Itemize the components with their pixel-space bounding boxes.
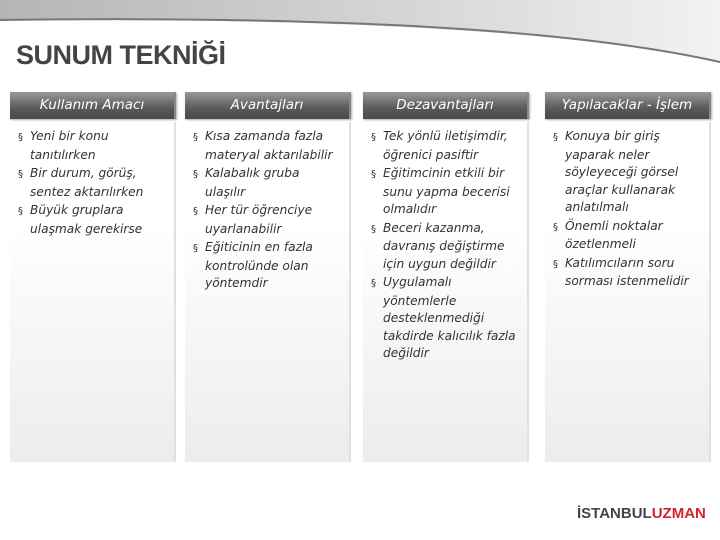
bullet-item: § Büyük gruplara ulaşmak gerekirse	[18, 202, 168, 238]
page-title: SUNUM TEKNİĞİ	[16, 40, 226, 70]
column-body	[10, 122, 176, 462]
column-2	[363, 92, 529, 472]
column-0	[10, 92, 176, 472]
column-body	[545, 122, 711, 462]
column-3	[545, 92, 711, 472]
column-body	[185, 122, 351, 462]
bullet-item: § Eğitimcinin etkili bir sunu yapma becerisi olmalıdır	[371, 165, 521, 219]
column-1	[185, 92, 351, 472]
column-header: Dezavantajları	[363, 92, 529, 119]
bullet-item: § Katılımcıların soru sorması istenmelidir	[553, 255, 703, 291]
bullet-item: § Her tür öğrenciye uyarlanabilir	[193, 202, 343, 238]
bullet-item: § Önemli noktalar özetlenmeli	[553, 218, 703, 254]
bullet-item: § Tek yönlü iletişimdir, öğrenici pasiftir	[371, 128, 521, 164]
bullet-item: § Uygulamalı yöntemlerle desteklenmediği takdirde kalıcılık fazla değildir	[371, 274, 521, 363]
bullet-item: § Bir durum, görüş, sentez aktarılırken	[18, 165, 168, 201]
column-header: Yapılacaklar - İşlem	[545, 92, 711, 119]
column-body	[363, 122, 529, 462]
bullet-item: § Yeni bir konu tanıtılırken	[18, 128, 168, 164]
bullet-item: § Konuya bir giriş yaparak neler söyleyeceği görsel araçlar kullanarak anlatılmalı	[553, 128, 703, 217]
bullet-item: § Kısa zamanda fazla materyal aktarılabilir	[193, 128, 343, 164]
column-header: Avantajları	[185, 92, 351, 119]
bullet-item: § Eğiticinin en fazla kontrolünde olan yöntemdir	[193, 239, 343, 293]
bullet-item: § Kalabalık gruba ulaşılır	[193, 165, 343, 201]
logo-part2: UZMAN	[651, 505, 706, 522]
logo-part1: İSTANBUL	[577, 505, 652, 522]
bullet-item: § Beceri kazanma, davranış değiştirme için uygun değildir	[371, 220, 521, 274]
brand-logo	[577, 505, 706, 522]
column-header: Kullanım Amacı	[10, 92, 176, 119]
